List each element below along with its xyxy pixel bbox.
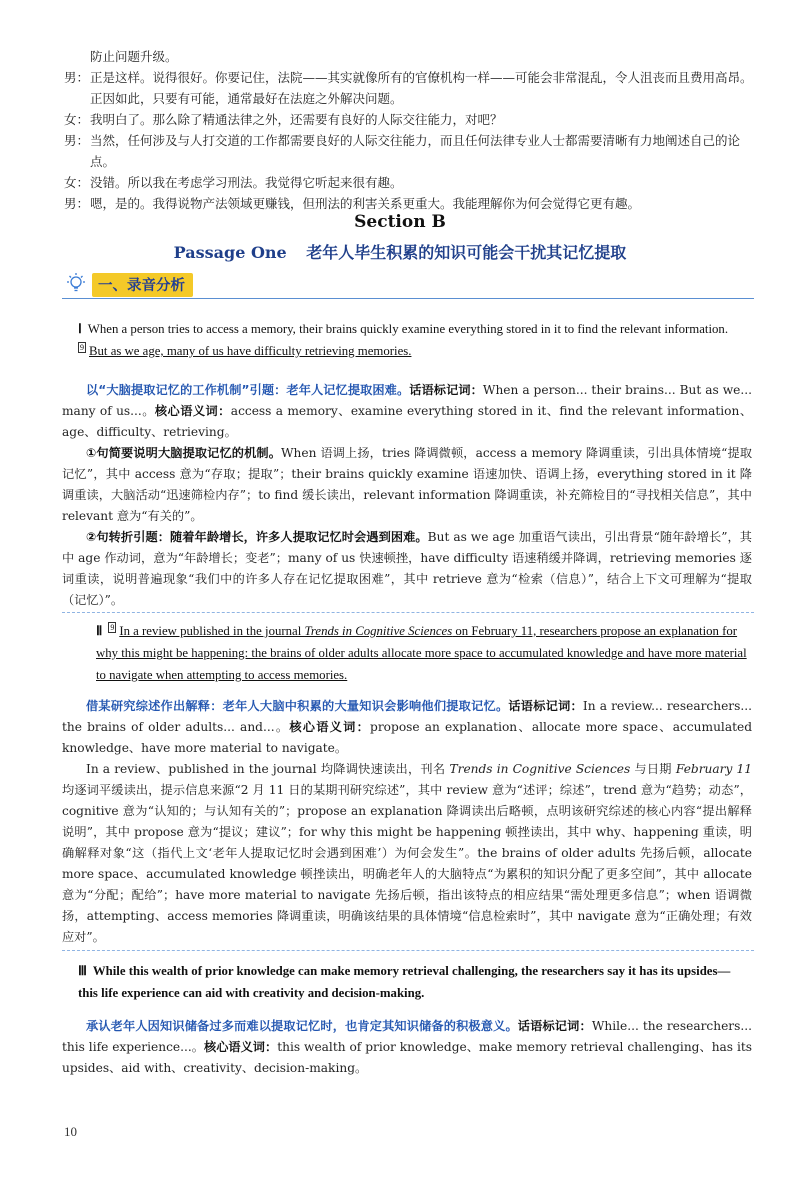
discourse-marker-label: 话语标记词： — [409, 383, 483, 397]
passage-paragraph-1 — [78, 318, 738, 362]
speaker-label: 男： — [64, 133, 90, 148]
sentence-analysis: When 语调上扬，tries 降调微顿，access a memory 降调重读，引出具体情境“提取记忆”，其中 access 意为“存取；提取”；their brains quickly examine 语速加快、语调上扬，everything stored in it 降调重读，大脑活动“迅速筛检内存”；to find 缓长读出，relevant information 降调重读，补充筛检目的“寻找相关信息”，其中 relevant 意为“有关的”。 — [62, 446, 753, 523]
section-heading: 一、录音分析 — [92, 273, 193, 297]
sentence-analysis-lead: ①句简要说明大脑提取记忆的机制。 — [86, 446, 282, 460]
section-heading-bar — [62, 270, 754, 299]
passage-title — [0, 240, 800, 263]
core-words-label: 核心语义词： — [289, 720, 371, 734]
dialogue-text: 我明白了。那么除了精通法律之外，还需要有良好的人际交往能力，对吧？ — [90, 112, 503, 127]
analysis-lead: 借某研究综述作出解释：老年人大脑中积累的大量知识会影响他们提取记忆。 — [86, 699, 509, 713]
speaker-label: 男： — [64, 70, 90, 85]
dialogue-text: 嗯，是的。我得说物产法领域更赚钱，但刑法的利害关系更重大。我能理解你为何会觉得它更有趣。 — [90, 196, 641, 211]
discourse-marker-label: 话语标记词： — [508, 699, 583, 713]
dialogue-text: 当然，任何涉及与人打交道的工作都需要良好的人际交往能力，而且任何法律专业人士都需要清晰有力地阐述自己的论点。 — [90, 133, 741, 169]
analysis-block-1 — [62, 380, 752, 611]
passage-paragraph-3 — [78, 960, 738, 1004]
section-title: Section B — [354, 212, 446, 232]
analysis-text: 均逐词平缓读出，提示信息来源“2 月 11 日的某期刊研究综述”，其中 review 意为“述评；综述”，trend 意为“趋势；动态”，cognitive 意为“认知的；与认知有关的”；propose an explanation 降调读出后略顿，点明该研究综述的核心内容“提出解释说明”，其中 propose 意为“提议；建议”；for why this might be happening 顿挫读出，其中 why、happening 重读，明确解释对象“这（指代上文‘老年人提取记忆时会遇到困难’）为何会发生”。the brains of older adults 先扬后顿，allocate more space、accumulated knowledge 顿挫读出，明确老年人的大脑特点“为累积的知识分配了更多空间”，其中 allocate 意为“分配；配给”；have more material to navigate 先扬后顿，指出该特点的相应结果“需处理更多信息”；when 语调微扬，attempting、access memories 降调重读，明确该结果的具体情境“信息检索时”，其中 navigate 意为“正确处理；有效应对”。 — [62, 783, 752, 944]
analysis-text: 与日期 — [630, 762, 676, 776]
speaker-label — [64, 46, 90, 67]
dialogue-line — [64, 46, 754, 67]
underlined-text: But as we age, many of us have difficulty retrieving memories. — [89, 344, 412, 358]
journal-name: Trends in Cognitive Sciences — [304, 624, 453, 638]
underlined-text — [96, 624, 747, 682]
underlined-part: In a review published in the journal — [119, 624, 305, 638]
analysis-block-3 — [62, 1016, 752, 1079]
speaker-label: 女： — [64, 175, 90, 190]
dialogue-text: 防止问题升级。 — [90, 49, 178, 64]
passage-title-zh: 老年人毕生积累的知识可能会干扰其记忆提取 — [306, 243, 627, 262]
core-words: this wealth of prior knowledge、make memory retrieval challenging、has its upsides、aid with、creativity、decision-making。 — [62, 1040, 753, 1075]
analysis-block-2 — [62, 696, 752, 948]
analysis-lead: 承认老年人因知识储备过多而难以提取记忆时，也肯定其知识储备的积极意义。 — [86, 1019, 518, 1033]
dialogue-text: 没错。所以我在考虑学习刑法。我觉得它听起来很有趣。 — [90, 175, 403, 190]
paragraph-numeral: Ⅲ — [78, 964, 87, 978]
paragraph-text: While this wealth of prior knowledge can make memory retrieval challenging, the researchers say it has its upsides—this life experience can aid with creativity and decision-making. — [78, 964, 731, 1000]
dialogue-line — [64, 193, 754, 214]
sentence-analysis-lead: ②句转折引题：随着年龄增长，许多人提取记忆时会遇到困难。 — [86, 530, 428, 544]
divider — [62, 950, 754, 951]
dialogue-text: 正是这样。说得很好。你要记住，法院——其实就像所有的官僚机构一样——可能会非常混乱，令人沮丧而且费用高昂。正因如此，只要有可能，通常最好在法庭之外解决问题。 — [90, 70, 753, 106]
discourse-markers: In a review... researchers... the brains of older adults... and...。 — [62, 699, 753, 734]
sentence-analysis: But as we age 加重语气读出，引出背景“随年龄增长”，其中 age 作动词，意为“年龄增长；变老”；many of us 快速顿挫，have difficulty 语速稍缓并降调，retrieving memories 逐词重读，说明普遍现象“我们中的许多人存在记忆提取困难”，其中 retrieve 意为“检索（信息）”，结合上下文可理解为“提取（记忆）”。 — [62, 530, 752, 607]
journal-name: Trends in Cognitive Sciences — [449, 762, 631, 776]
speaker-label: 男： — [64, 196, 90, 211]
paragraph-numeral: Ⅱ — [96, 624, 103, 638]
paragraph-text: When a person tries to access a memory, their brains quickly examine everything stored in it to find the relevant information. — [87, 322, 729, 336]
question-number-box: 9 — [110, 622, 115, 632]
core-words-label: 核心语义词： — [203, 1040, 278, 1054]
page-number: 10 — [64, 1124, 77, 1139]
core-words-label: 核心语义词： — [154, 404, 231, 418]
analysis-text: In a review、published in the journal 均降调快速读出，刊名 — [86, 762, 450, 776]
divider — [62, 612, 754, 613]
analysis-lead: 以“大脑提取记忆的工作机制”引题：老年人记忆提取困难。 — [86, 383, 410, 397]
question-number-box: 9 — [80, 342, 84, 352]
core-words: access a memory、examine everything stored in it、find the relevant information、age、difficulty、retrieving。 — [62, 404, 753, 439]
dialogue-line — [64, 172, 754, 193]
core-words: propose an explanation、allocate more space、accumulated knowledge、have more material to navigate。 — [62, 720, 753, 755]
dialogue-line — [64, 67, 754, 109]
passage-label: Passage One — [173, 243, 287, 262]
underlined-part: on February 11, researchers propose an explanation for why this might be happening: the brains of older adults allocate more space to accumulated knowledge and have more material to navigate when attempting to access memories. — [96, 624, 747, 682]
discourse-markers: While... the researchers... this life experience...。 — [62, 1019, 753, 1054]
speaker-label: 女： — [64, 112, 90, 127]
dialogue-line — [64, 130, 754, 172]
passage-paragraph-2 — [96, 620, 756, 686]
dialogue-line — [64, 109, 754, 130]
date-text: February 11 — [675, 762, 753, 776]
discourse-markers: When a person... their brains... But as we... many of us...。 — [62, 383, 752, 418]
dialogue-block — [64, 46, 754, 214]
paragraph-numeral: Ⅰ — [78, 322, 82, 336]
discourse-marker-label: 话语标记词： — [517, 1019, 592, 1033]
lightbulb-icon — [62, 272, 90, 296]
